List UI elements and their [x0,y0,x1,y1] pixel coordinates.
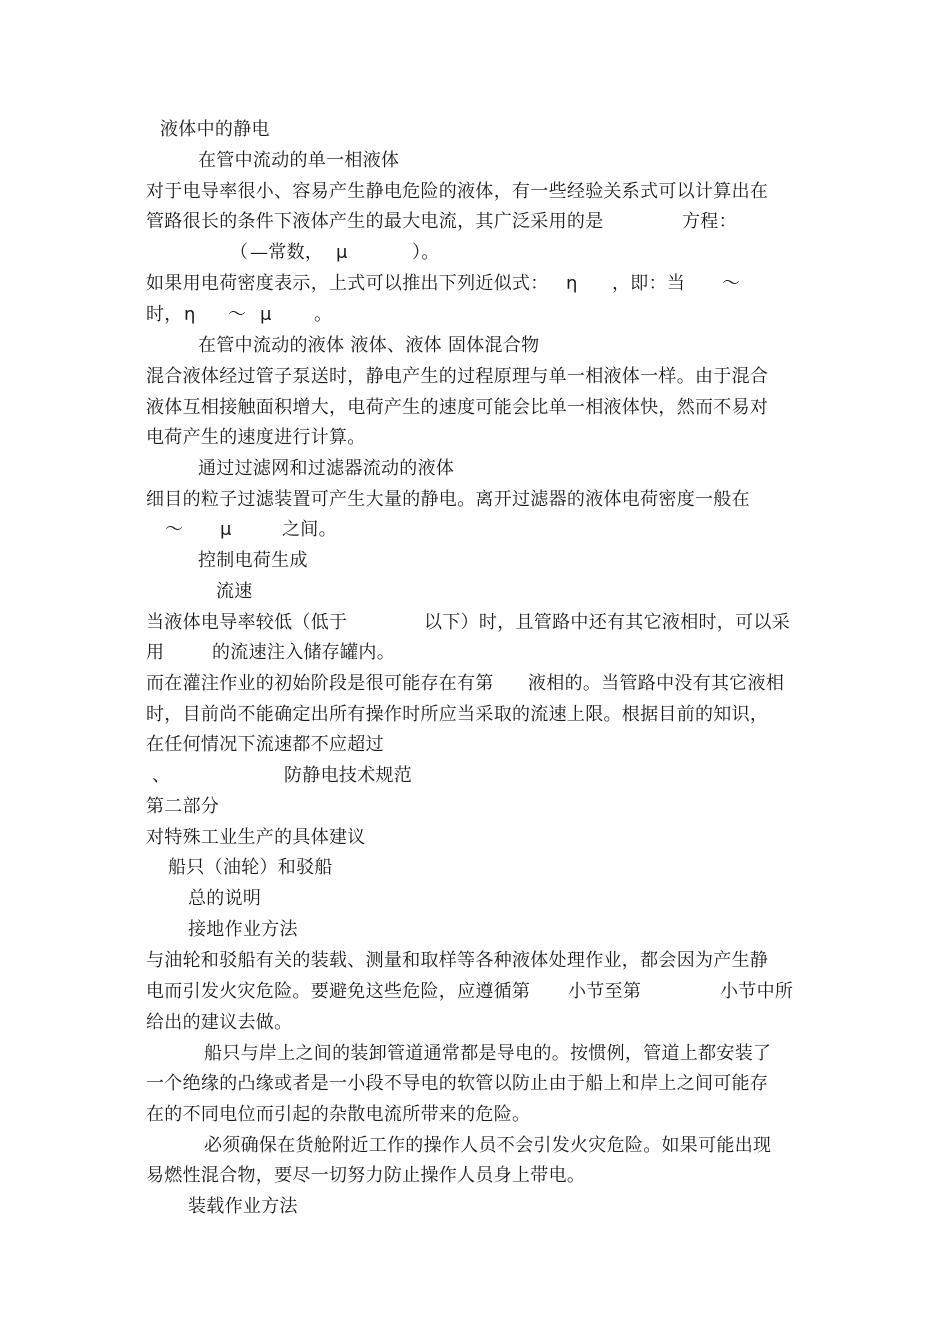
para1-line2b: 方程： [682,211,737,232]
subheading-velocity: 流速 [216,581,253,602]
subheading-filter: 通过过滤网和过滤器流动的液体 [198,458,455,479]
para2-line2a: 时， [146,304,183,325]
para9-line1: 必须确保在货舱附近工作的操作人员不会引发火灾危险。如果可能出现 [204,1135,772,1156]
subheading-ships: 船只（油轮）和驳船 [168,857,333,878]
para7-line2c: 小节中所 [720,981,794,1002]
para5-line2b: 的流速注入储存罐内。 [212,642,395,663]
para6-line1a: 而在灌注作业的初始阶段是很可能存在有第 [146,673,494,694]
subheading-loading: 装载作业方法 [188,1196,298,1217]
para8-line2: 一个绝缘的凸缘或者是一小段不导电的软管以防止由于船上和岸上之间可能存 [146,1073,769,1094]
para2-mu-symbol: μ [260,304,272,325]
subheading-grounding: 接地作业方法 [188,919,298,940]
para3-line2: 液体互相接触面积增大，电荷产生的速度可能会比单一相液体快，然而不易对 [146,397,769,418]
para7-line1: 与油轮和驳船有关的装载、测量和取样等各种液体处理作业，都会因为产生静 [146,950,769,971]
para7-line3: 给出的建议去做。 [146,1012,293,1033]
para1-mu-symbol: μ [336,242,348,263]
para7-line2b: 小节至第 [568,981,642,1002]
subheading-mixture: 在管中流动的液体 液体、液体 固体混合物 [198,335,540,356]
para1-line3a: （ [230,242,249,263]
para2-tilde-2: ～ [228,304,247,325]
para4-line2c: 之间。 [282,519,337,540]
para5-line2a: 用 [146,642,165,663]
para1-line1: 对于电导率很小、容易产生静电危险的液体，有一些经验关系式可以计算出在 [146,181,769,202]
para3-line1: 混合液体经过管子泵送时，静电产生的过程原理与单一相液体一样。由于混合 [146,366,769,387]
norm-separator: 、 [152,765,171,786]
para2-eta-symbol-2: η [184,304,196,325]
norm-title: 防静电技术规范 [284,765,413,786]
para4-mu-symbol: μ [220,519,232,540]
para7-line2a: 电而引发火灾危险。要避免这些危险，应遵循第 [146,981,531,1002]
para8-line1: 船只与岸上之间的装卸管道通常都是导电的。按惯例，管道上都安装了 [204,1043,772,1064]
part-two-title: 对特殊工业生产的具体建议 [146,827,366,848]
para2-line1c: ，即：当 [612,273,686,294]
para4-tilde: ～ [165,519,184,540]
heading-liquid-static: 液体中的静电 [160,119,270,140]
para2-period: 。 [314,304,333,325]
para3-line3: 电荷产生的速度进行计算。 [146,427,366,448]
para2-line1a: 如果用电荷密度表示，上式可以推出下列近似式： [146,273,549,294]
para9-line2: 易燃性混合物，要尽一切努力防止操作人员身上带电。 [146,1165,586,1186]
para1-line2a: 管路很长的条件下液体产生的最大电流，其广泛采用的是 [146,211,604,232]
para6-line1b: 液相的。当管路中没有其它液相 [528,673,785,694]
para2-eta-symbol: η [566,273,578,294]
para5-line1b: 以下）时，且管路中还有其它液相时，可以采 [424,612,790,633]
para6-line2: 时，目前尚不能确定出所有操作时所应当采取的流速上限。根据目前的知识， [146,704,769,725]
para4-line1: 细目的粒子过滤装置可产生大量的静电。离开过滤器的液体电荷密度一般在 [146,489,750,510]
subheading-single-phase: 在管中流动的单一相液体 [198,150,400,171]
para2-tilde: ～ [722,273,741,294]
para6-line3: 在任何情况下流速都不应超过 [146,734,384,755]
subheading-general: 总的说明 [188,888,262,909]
para1-line3b: —常数， [250,242,324,263]
subheading-control-charge: 控制电荷生成 [198,550,308,571]
part-two-heading: 第二部分 [146,796,220,817]
para1-line3d: ）。 [412,242,440,263]
para8-line3: 在的不同电位而引起的杂散电流所带来的危险。 [146,1104,531,1125]
para5-line1a: 当液体电导率较低（低于 [146,612,348,633]
